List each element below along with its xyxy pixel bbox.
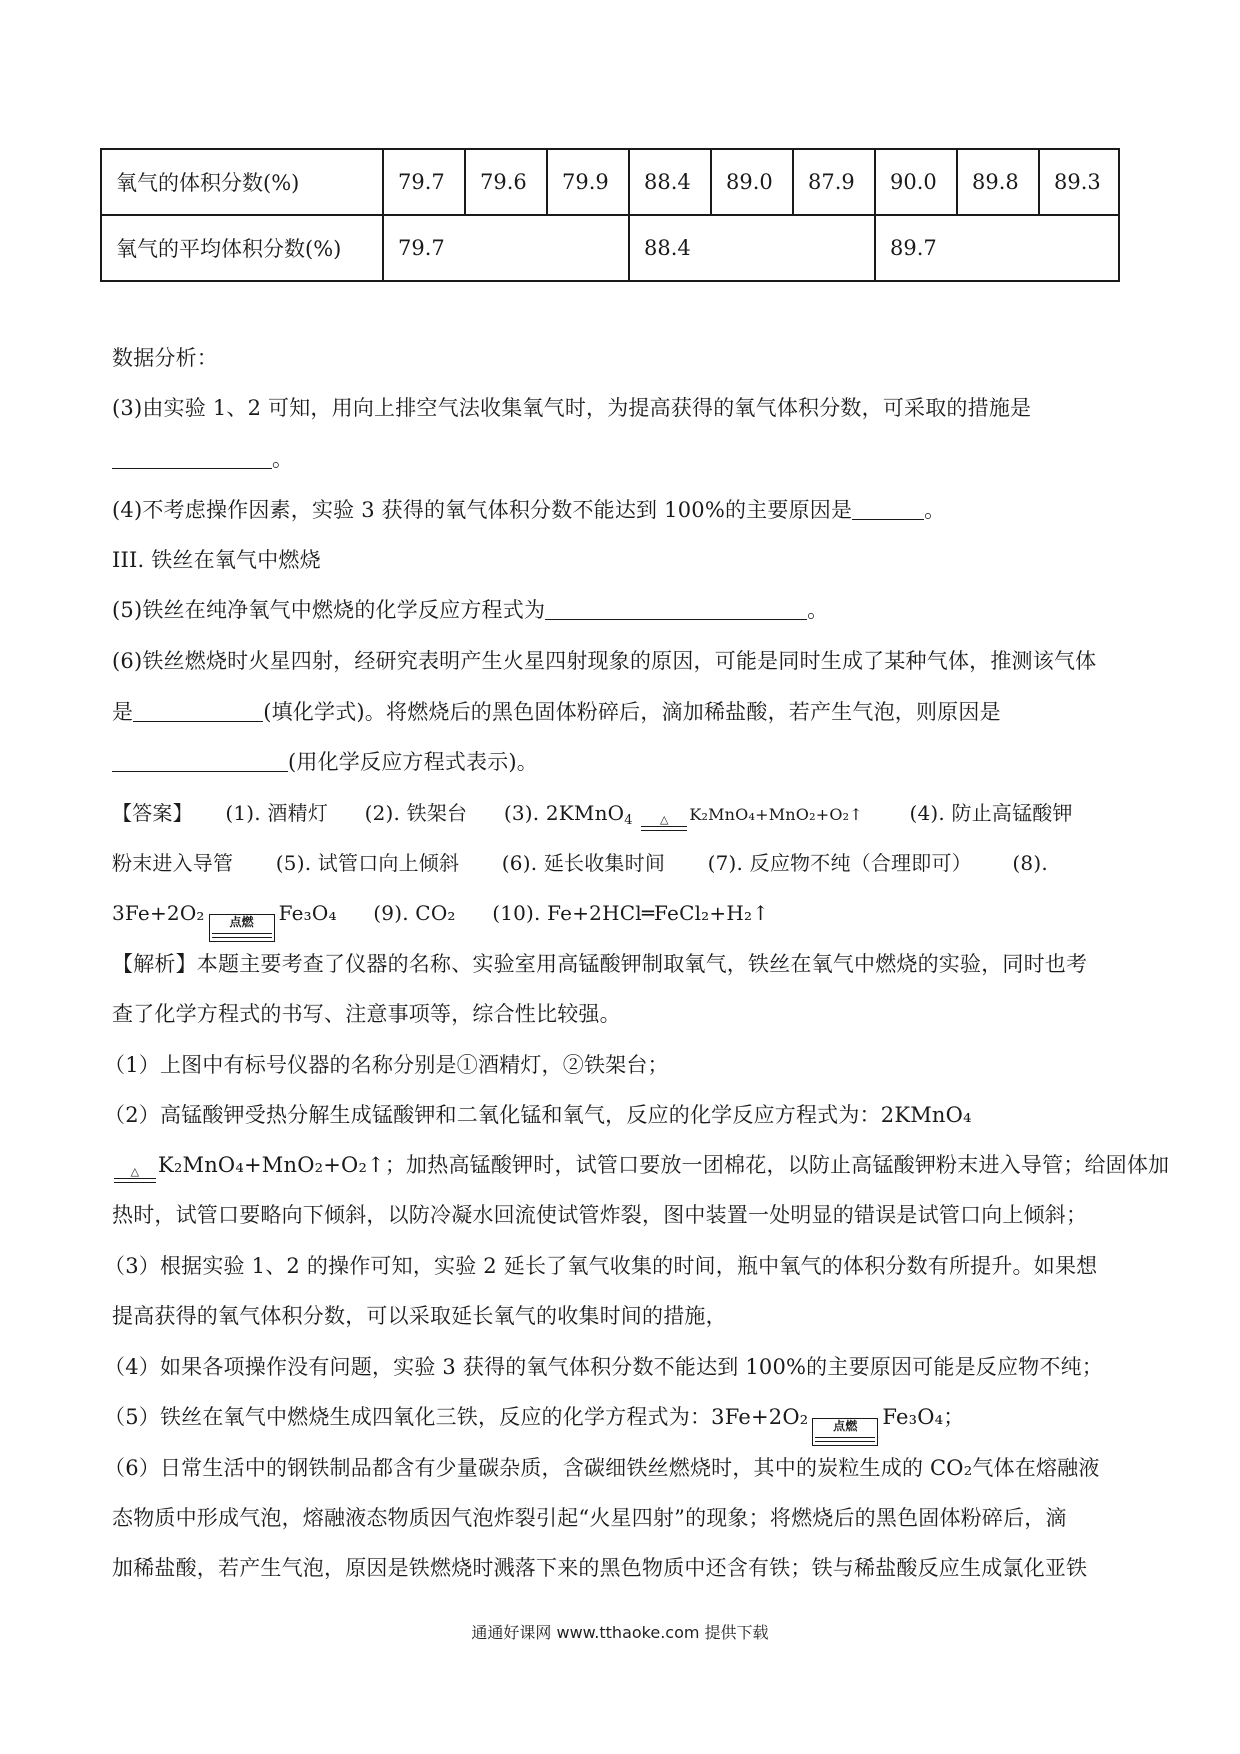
table-cell: 89.3	[1039, 149, 1119, 215]
table-row	[101, 149, 1119, 215]
table-cell: 79.6	[465, 149, 547, 215]
row-label: 氧气的平均体积分数(%)	[101, 215, 383, 281]
section-heading: III. 铁丝在氧气中燃烧	[112, 548, 321, 572]
oxygen-data-table	[100, 148, 1120, 282]
answer-blank[interactable]	[852, 497, 924, 520]
ignite-condition: 点燃	[812, 1418, 878, 1446]
explanation-line: （6）日常生活中的钢铁制品都含有少量碳杂质，含碳细铁丝燃烧时，其中的炭粒生成的 CO₂气体在熔融液	[104, 1456, 1100, 1480]
explanation-line: 态物质中形成气泡，熔融液态物质因气泡炸裂引起“火星四射”的现象；将燃烧后的黑色固体粉碎后，滴	[112, 1506, 1067, 1530]
answer-blank[interactable]	[112, 446, 272, 469]
heating-condition: △	[114, 1166, 156, 1183]
table-cell: 89.0	[711, 149, 793, 215]
question-6-line2: 是 (填化学式)。将燃烧后的黑色固体粉碎后，滴加稀盐酸，若产生气泡，则原因是	[112, 700, 1001, 724]
row-label: 氧气的体积分数(%)	[101, 149, 383, 215]
explanation-line: （4）如果各项操作没有问题，实验 3 获得的氧气体积分数不能达到 100%的主要原因可能是反应物不纯；	[104, 1355, 1103, 1379]
explanation-line: 查了化学方程式的书写、注意事项等，综合性比较强。	[112, 1002, 621, 1026]
question-5: (5)铁丝在纯净氧气中燃烧的化学反应方程式为 。	[112, 598, 829, 622]
explanation-line: （5）铁丝在氧气中燃烧生成四氧化三铁，反应的化学方程式为：3Fe+2O₂ 点燃 Fe₃O₄；	[104, 1402, 964, 1446]
question-3: (3)由实验 1、2 可知，用向上排空气法收集氧气时，为提高获得的氧气体积分数，可采取的措施是	[112, 396, 1032, 420]
ignite-condition: 点燃	[209, 914, 275, 942]
explanation-line: （1）上图中有标号仪器的名称分别是①酒精灯，②铁架台；	[104, 1053, 669, 1077]
table-cell: 88.4	[629, 149, 711, 215]
table-cell: 89.8	[957, 149, 1039, 215]
explanation-line: 热时，试管口要略向下倾斜，以防冷凝水回流使试管炸裂，图中装置一处明显的错误是试管口向上倾斜；	[112, 1203, 1088, 1227]
heating-condition: △	[641, 814, 687, 831]
answer-line-1: 【答案】 (1). 酒精灯 (2). 铁架台 (3). 2KMnO$_4$ △ K₂MnO₄+MnO₂+O₂↑ (4). 防止高锰酸钾	[112, 798, 1073, 836]
explanation-line: （3）根据实验 1、2 的操作可知，实验 2 延长了氧气收集的时间，瓶中氧气的体积分数有所提升。如果想	[104, 1254, 1098, 1278]
explanation-line: （2）高锰酸钾受热分解生成锰酸钾和二氧化锰和氧气，反应的化学反应方程式为：2KMnO₄	[104, 1103, 972, 1127]
table-cell: 88.4	[629, 215, 875, 281]
question-6-line3: (用化学反应方程式表示)。	[112, 747, 538, 777]
table-cell: 89.7	[875, 215, 1119, 281]
page-footer: 通通好课网 www.tthaoke.com 提供下载	[471, 1623, 769, 1642]
table-cell: 79.7	[383, 149, 465, 215]
question-4: (4)不考虑操作因素，实验 3 获得的氧气体积分数不能达到 100%的主要原因是 。	[112, 498, 946, 522]
answer-blank[interactable]	[112, 749, 288, 772]
explanation-line: 加稀盐酸，若产生气泡，原因是铁燃烧时溅落下来的黑色物质中还含有铁；铁与稀盐酸反应生成氯化亚铁	[112, 1556, 1088, 1580]
question-6: (6)铁丝燃烧时火星四射，经研究表明产生火星四射现象的原因，可能是同时生成了某种气体，推测该气体	[112, 649, 1097, 673]
table-cell: 87.9	[793, 149, 875, 215]
answer-blank[interactable]	[133, 699, 263, 722]
answer-tag: 【答案】	[112, 801, 193, 825]
analysis-heading: 数据分析：	[112, 346, 218, 370]
table-row	[101, 215, 1119, 281]
question-3-blank-line: 。	[112, 444, 293, 474]
explanation-line: △ K₂MnO₄+MnO₂+O₂↑；加热高锰酸钾时，试管口要放一团棉花，以防止高锰酸钾粉末进入导管；给固体加	[112, 1150, 1169, 1183]
explanation-line: 提高获得的氧气体积分数，可以采取延长氧气的收集时间的措施，	[112, 1304, 727, 1328]
explanation-line: 【解析】本题主要考查了仪器的名称、实验室用高锰酸钾制取氧气，铁丝在氧气中燃烧的实验，同时也考	[112, 952, 1088, 976]
table-cell: 79.7	[383, 215, 629, 281]
answer-line-2: 粉末进入导管 (5). 试管口向上倾斜 (6). 延长收集时间 (7). 反应物不纯（合理即可） (8).	[112, 851, 1048, 875]
table-cell: 79.9	[547, 149, 629, 215]
table-cell: 90.0	[875, 149, 957, 215]
answer-line-3: 3Fe+2O₂ 点燃 Fe₃O₄ (9). CO₂ (10). Fe+2HCl═FeCl₂+H₂↑	[112, 898, 769, 942]
answer-blank[interactable]	[545, 597, 807, 620]
